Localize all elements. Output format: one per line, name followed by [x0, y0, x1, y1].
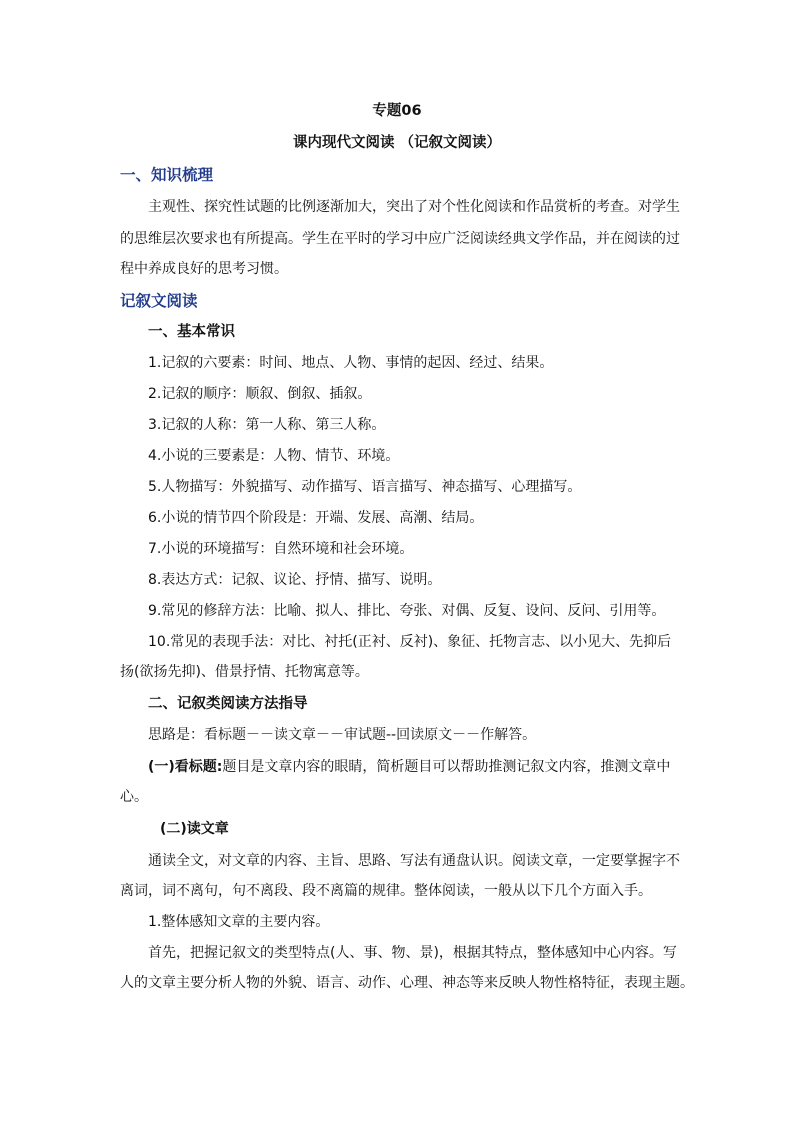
intro-paragraph-line-2: 的思维层次要求也有所提高。学生在平时的学习中应广泛阅读经典文学作品，并在阅读的过 [120, 231, 680, 247]
step-1-label: (一)看标题: [148, 759, 223, 775]
subheading-basic: 一、基本常识 [148, 324, 235, 340]
basic-item-8: 8.表达方式：记叙、议论、抒情、描写、说明。 [148, 572, 442, 588]
basic-item-1: 1.记叙的六要素：时间、地点、人物、事情的起因、经过、结果。 [148, 355, 554, 371]
step-2-paragraph-line-2: 离词，词不离句，句不离段、段不离篇的规律。整体阅读，一般从以下几个方面入手。 [120, 883, 652, 899]
basic-item-5: 5.人物描写：外貌描写、动作描写、语言描写、神态描写、心理描写。 [148, 479, 582, 495]
method-idea: 思路是：看标题－－读文章－－审试题--回读原文－－作解答。 [148, 727, 537, 743]
point-1-paragraph-line-1: 首先，把握记叙文的类型特点(人、事、物、景)，根据其特点，整体感知中心内容。写 [148, 945, 677, 961]
document-subtitle: 课内现代文阅读 （记叙文阅读） [292, 135, 502, 151]
basic-item-7: 7.小说的环境描写：自然环境和社会环境。 [148, 541, 414, 557]
point-1-heading: 1.整体感知文章的主要内容。 [148, 914, 330, 930]
basic-item-10-line-1: 10.常见的表现手法：对比、衬托(正衬、反衬)、象征、托物言志、以小见大、先抑后 [148, 634, 672, 650]
section-heading-narrative: 记叙文阅读 [120, 292, 198, 310]
step-2-label: (二)读文章 [160, 821, 229, 837]
step-1-line-1 [148, 757, 670, 777]
step-2-paragraph-line-1: 通读全文，对文章的内容、主旨、思路、写法有通盘认识。阅读文章，一定要掌握字不 [148, 853, 680, 869]
basic-item-9: 9.常见的修辞方法：比喻、拟人、排比、夸张、对偶、反复、设问、反问、引用等。 [148, 603, 666, 619]
intro-paragraph-line-1: 主观性、探究性试题的比例逐渐加大，突出了对个性化阅读和作品赏析的考查。对学生 [148, 199, 680, 215]
basic-item-4: 4.小说的三要素是：人物、情节、环境。 [148, 448, 400, 464]
subheading-method: 二、记叙类阅读方法指导 [148, 696, 308, 712]
step-1-text: 题目是文章内容的眼睛，简析题目可以帮助推测记叙文内容，推测文章中 [222, 759, 671, 775]
basic-item-6: 6.小说的情节四个阶段是：开端、发展、高潮、结局。 [148, 510, 484, 526]
basic-item-3: 3.记叙的人称：第一人称、第三人称。 [148, 417, 386, 433]
document-title: 专题06 [372, 103, 422, 119]
point-1-paragraph-line-2: 人的文章主要分析人物的外貌、语言、动作、心理、神态等来反映人物性格特征，表现主题。 [120, 975, 694, 991]
step-1-line-2: 心。 [120, 789, 148, 805]
basic-item-10-line-2: 扬(欲扬先抑)、借景抒情、托物寓意等。 [120, 664, 369, 680]
intro-paragraph-line-3: 程中养成良好的思考习惯。 [120, 261, 288, 277]
section-heading-knowledge: 一、知识梳理 [120, 166, 214, 184]
basic-item-2: 2.记叙的顺序：顺叙、倒叙、插叙。 [148, 386, 372, 402]
